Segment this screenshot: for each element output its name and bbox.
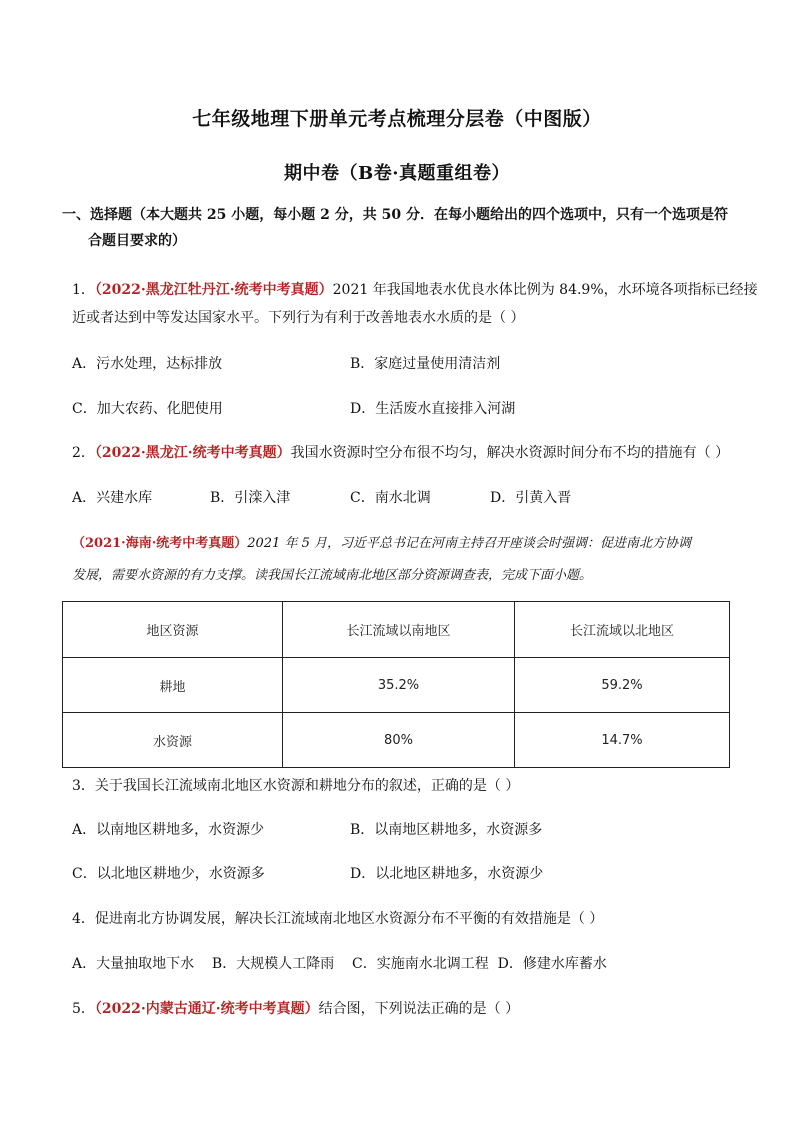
q2-option-d: D．引黄入晋 xyxy=(490,490,572,506)
question-source: （2022·黑龙江牡丹江·统考中考真题） xyxy=(94,282,333,298)
question-4: 4．促进南北方协调发展，解决长江流域南北地区水资源分布不平衡的有效措施是（ ） xyxy=(72,911,604,927)
table-cell: 14.7% xyxy=(515,713,730,768)
table-cell: 59.2% xyxy=(515,658,730,713)
question-1-line1 xyxy=(72,280,758,300)
question-text: 2021 年我国地表水优良水体比例为 84.9%，水环境各项指标已经接 xyxy=(332,282,758,298)
page-title: 七年级地理下册单元考点梳理分层卷（中图版） xyxy=(192,108,602,130)
table-cell: 耕地 xyxy=(63,658,283,713)
question-1-line2: 近或者达到中等发达国家水平。下列行为有利于改善地表水水质的是（ ） xyxy=(72,310,525,326)
group-intro-line2: 发展，需要水资源的有力支撑。读我国长江流域南北地区部分资源调查表，完成下面小题。 xyxy=(72,568,593,583)
table-cell: 80% xyxy=(283,713,515,768)
q2-option-a: A．兴建水库 xyxy=(72,490,153,506)
question-text: 结合图，下列说法正确的是（ ） xyxy=(318,1001,520,1017)
table-header-cell: 地区资源 xyxy=(63,602,283,658)
question-2 xyxy=(72,443,729,463)
q3-option-a: A．以南地区耕地多，水资源少 xyxy=(72,822,265,838)
q1-option-c: C．加大农药、化肥使用 xyxy=(72,401,223,417)
page-subtitle: 期中卷（B卷·真题重组卷） xyxy=(284,163,510,184)
q1-option-a: A．污水处理，达标排放 xyxy=(72,356,223,372)
question-text: 我国水资源时空分布很不均匀，解决水资源时间分布不均的措施有（ ） xyxy=(290,445,730,461)
q3-option-d: D．以北地区耕地多，水资源少 xyxy=(350,866,544,882)
question-3: 3．关于我国长江流域南北地区水资源和耕地分布的叙述，正确的是（ ） xyxy=(72,778,520,794)
question-number: 2． xyxy=(72,445,95,461)
q3-option-b: B．以南地区耕地多，水资源多 xyxy=(350,822,543,838)
question-number: 5． xyxy=(72,1001,95,1017)
table-header-cell: 长江流域以南地区 xyxy=(283,602,515,658)
table-cell: 水资源 xyxy=(63,713,283,768)
q2-option-c: C．南水北调 xyxy=(350,490,431,506)
group-text: 2021 年 5 月，习近平总书记在河南主持召开座谈会时强调：促进南北方协调 xyxy=(247,536,691,551)
q2-option-b: B．引滦入津 xyxy=(210,490,291,506)
q4-options: A．大量抽取地下水 B．大规模人工降雨 C．实施南水北调工程 D．修建水库蓄水 xyxy=(72,956,607,972)
q3-option-c: C．以北地区耕地少，水资源多 xyxy=(72,866,265,882)
q1-option-b: B．家庭过量使用清洁剂 xyxy=(350,356,501,372)
question-number: 1． xyxy=(72,282,95,298)
section-heading-cont: 合题目要求的） xyxy=(88,233,186,249)
group-intro-line1 xyxy=(72,534,691,554)
table-cell: 35.2% xyxy=(283,658,515,713)
question-source: （2022·内蒙古通辽·统考中考真题） xyxy=(94,1001,319,1017)
resource-table xyxy=(62,601,730,768)
group-source: （2021·海南·统考中考真题） xyxy=(72,536,248,551)
question-source: （2022·黑龙江·统考中考真题） xyxy=(94,445,291,461)
table-header-row xyxy=(63,602,730,658)
question-5 xyxy=(72,999,519,1019)
table-row xyxy=(63,713,730,768)
table-header-cell: 长江流域以北地区 xyxy=(515,602,730,658)
section-heading: 一、选择题（本大题共 25 小题，每小题 2 分，共 50 分．在每小题给出的四个选项中，只有一个选项是符 xyxy=(62,207,728,223)
table-row xyxy=(63,658,730,713)
q1-option-d: D．生活废水直接排入河湖 xyxy=(350,401,516,417)
